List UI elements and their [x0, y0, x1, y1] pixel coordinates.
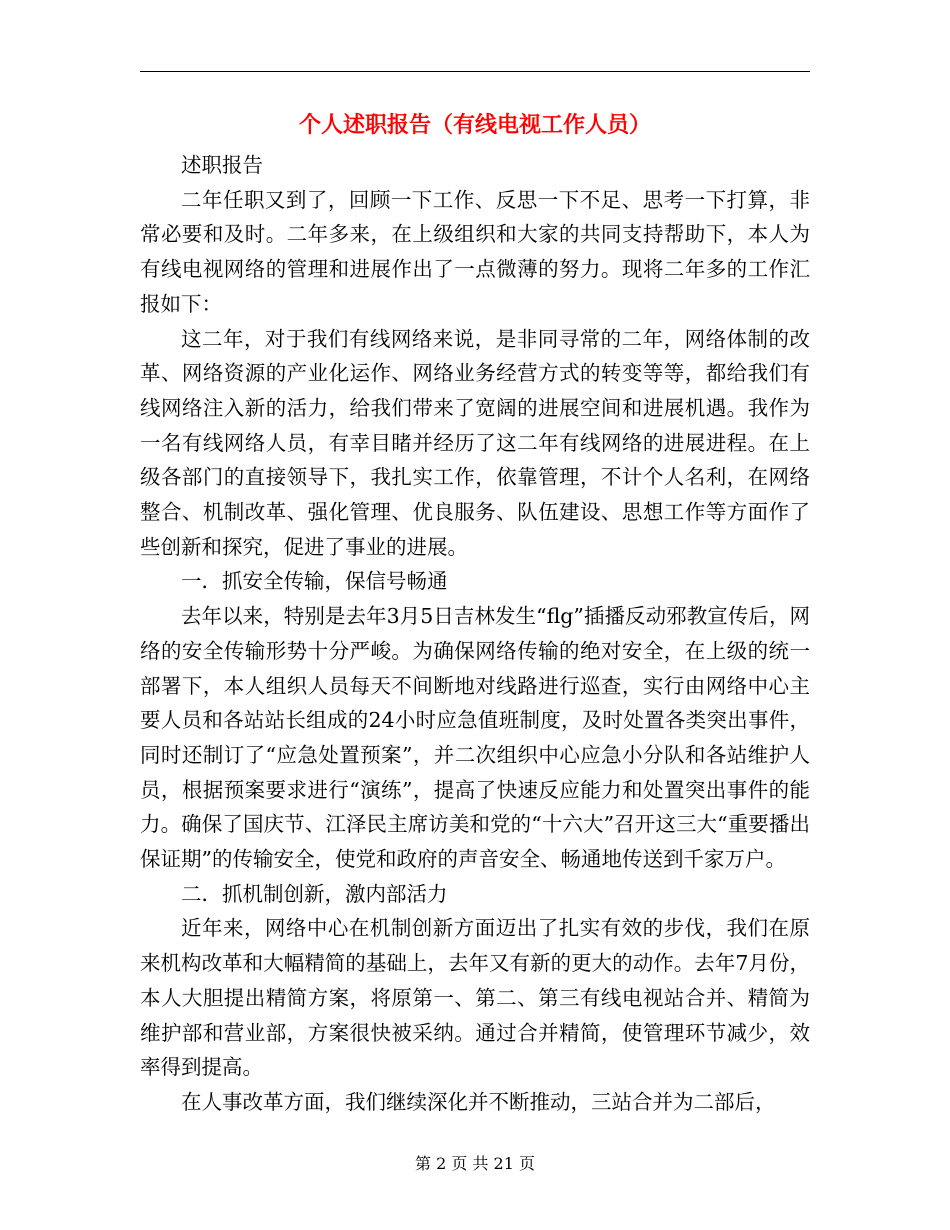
paragraph-safety: 去年以来，特别是去年3月5日吉林发生“flg”插播反动邪教宣传后，网络的安全传输形势十分严峻。为确保网络传输的绝对安全，在上级的统一部署下，本人组织人员每天不间断地对线路进行巡查，实行由网络中心主要人员和各站站长组成的24小时应急值班制度，及时处置各类突出事件，同时还制订了“应急处置预案”，并二次组织中心应急小分队和各站维护人员，根据预案要求进行“演练”，提高了快速反应能力和处置突出事件的能力。确保了国庆节、江泽民主席访美和党的“十六大”召开这三大“重要播出保证期”的传输安全，使党和政府的声音安全、畅通地传送到千家万户。 [140, 604, 810, 872]
document-body [140, 148, 810, 1120]
document-title: 个人述职报告（有线电视工作人员） [298, 112, 651, 138]
paragraph-heading-report: 述职报告 [181, 153, 263, 177]
header-rule [140, 71, 810, 72]
paragraph-overview: 这二年，对于我们有线网络来说，是非同寻常的二年，网络体制的改革、网络资源的产业化运作、网络业务经营方式的转变等等，都给我们有线网络注入新的活力，给我们带来了宽阔的进展空间和进展机遇。我作为一名有线网络人员，有幸目睹并经历了这二年有线网络的进展进程。在上级各部门的直接领导下，我扎实工作，依靠管理，不计个人名利，在网络整合、机制改革、强化管理、优良服务、队伍建设、思想工作等方面作了些创新和探究，促进了事业的进展。 [140, 326, 810, 559]
paragraph-mechanism: 近年来，网络中心在机制创新方面迈出了扎实有效的步伐，我们在原来机构改革和大幅精简的基础上，去年又有新的更大的动作。去年7月份，本人大胆提出精简方案，将原第一、第二、第三有线电视站合并、精简为维护部和营业部，方案很快被采纳。通过合并精简，使管理环节减少，效率得到提高。 [140, 916, 810, 1080]
paragraph-personnel: 在人事改革方面，我们继续深化并不断推动，三站合并为二部后， [181, 1089, 776, 1114]
paragraph-intro: 二年任职又到了，回顾一下工作、反思一下不足、思考一下打算，非常必要和及时。二年多来，在上级组织和大家的共同支持帮助下，本人为有线电视网络的管理和进展作出了一点微薄的努力。现将二年多的工作汇报如下： [140, 187, 810, 316]
section-heading-1: 一．抓安全传输，保信号畅通 [181, 569, 448, 594]
page-footer: 第 2 页 共 21 页 [415, 1154, 535, 1173]
section-heading-2: 二．抓机制创新，激内部活力 [181, 881, 448, 906]
